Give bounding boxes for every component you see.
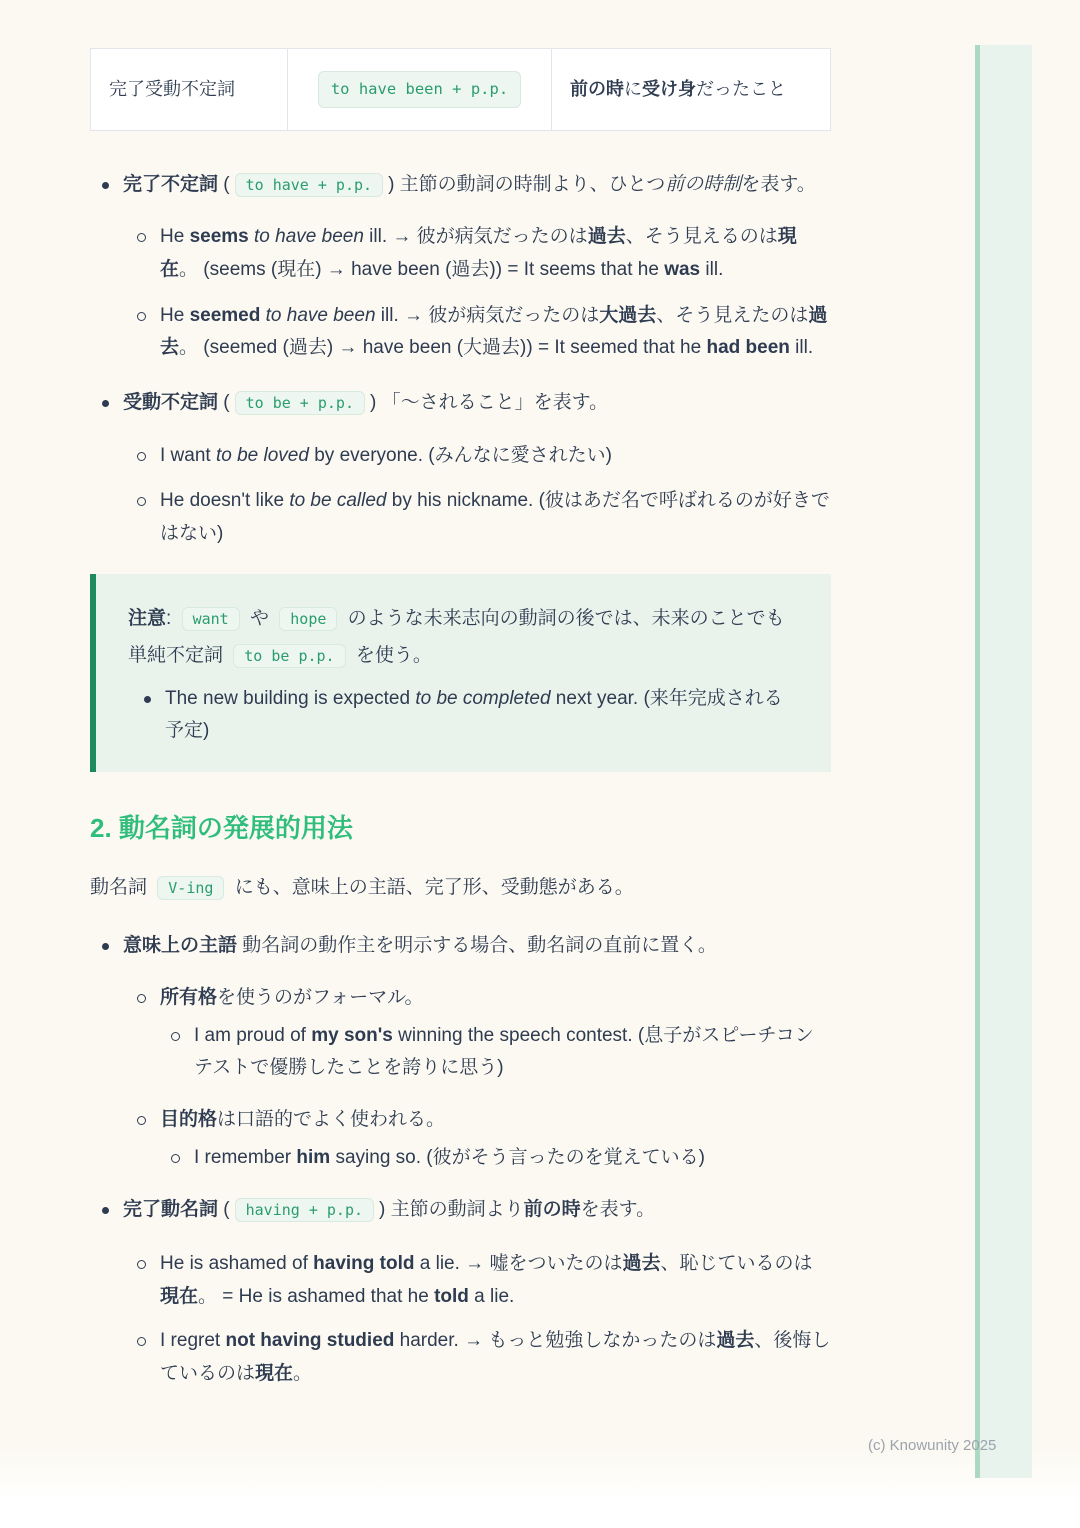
document-content <box>90 48 831 1391</box>
list-item-text: 完了不定詞 ( to have + p.p. ) 主節の動詞の時制より、ひとつ前の時制を表す。 <box>123 173 816 195</box>
example-seemed <box>90 300 831 365</box>
list-item-possessive <box>90 982 831 1015</box>
example-my-sons <box>90 1020 831 1085</box>
list-item-text: 完了動名詞 ( having + p.p. ) 主節の動詞より前の時を表す。 <box>123 1199 656 1221</box>
circle-marker <box>137 994 146 1003</box>
circle-marker <box>137 1260 146 1269</box>
list-item-perfect-gerund <box>90 1194 831 1227</box>
example-text: The new building is expected to be completed next year. (来年完成される予定) <box>165 687 783 742</box>
example-nickname <box>90 485 831 550</box>
example-text: I am proud of my son's winning the speech contest. (息子がスピーチコンテストで優勝したことを誇りに思う) <box>194 1024 814 1079</box>
example-text: I regret not having studied harder. → もっと勉強しなかったのは過去、後悔しているのは現在。 <box>160 1330 831 1385</box>
note-text: 注意: want や hope のような未来志向の動詞の後では、未来のことでも単純不定詞 to be p.p. を使う。 <box>128 607 785 666</box>
side-accent-bar <box>975 45 1032 1478</box>
list-item-text: 目的格は口語的でよく使われる。 <box>160 1109 446 1130</box>
copyright-watermark: (c) Knowunity 2025 <box>868 1437 997 1454</box>
example-text: He doesn't like to be called by his nickname. (彼はあだ名で呼ばれるのが好きではない) <box>160 490 830 545</box>
gerund-intro: 動名詞 V-ing にも、意味上の主語、完了形、受動態がある。 <box>90 876 634 898</box>
circle-marker <box>137 1337 146 1346</box>
example-text: I want to be loved by everyone. (みんなに愛されたい) <box>160 444 612 466</box>
section-2-heading: 2. 動名詞の発展的用法 <box>90 813 353 844</box>
table-cell-meaning: 前の時 に 受け身 だったこと <box>551 49 830 130</box>
list-item-semantic-subject <box>90 930 831 963</box>
list-item-objective <box>90 1104 831 1137</box>
example-remember-him <box>90 1142 831 1175</box>
bullet-marker <box>102 943 109 950</box>
list-item-perfect-infinitive <box>90 169 831 202</box>
example-ashamed <box>90 1248 831 1313</box>
reference-table-row <box>90 48 831 131</box>
example-want-loved <box>90 440 831 473</box>
bullet-marker <box>144 696 151 703</box>
list-item-text: 意味上の主語 動名詞の動作主を明示する場合、動名詞の直前に置く。 <box>123 935 717 957</box>
table-cell-term: 完了受動不定詞 <box>109 78 235 99</box>
bullet-marker <box>102 182 109 189</box>
list-item-text: 所有格を使うのがフォーマル。 <box>160 986 424 1008</box>
attention-note-box <box>90 574 831 772</box>
list-item-passive-infinitive <box>90 387 831 420</box>
bullet-marker <box>102 400 109 407</box>
list-item-text: 受動不定詞 ( to be + p.p. ) 「〜されること」を表す。 <box>123 392 609 414</box>
circle-marker <box>137 452 146 461</box>
table-cell-formula <box>287 49 551 130</box>
circle-marker <box>137 1116 146 1125</box>
circle-marker <box>137 233 146 242</box>
formula-chip: to have been + p.p. <box>318 71 521 108</box>
example-expected <box>128 683 801 748</box>
bullet-marker <box>102 1207 109 1214</box>
circle-marker <box>137 497 146 506</box>
example-seems <box>90 221 831 286</box>
example-text: I remember him saying so. (彼がそう言ったのを覚えている) <box>194 1146 705 1168</box>
example-text: He seems to have been ill. → 彼が病気だったのは過去、そう見えるのは現在。 (seems (現在) → have been (過去)) = It seems that he was ill. <box>160 226 797 280</box>
example-regret <box>90 1325 831 1390</box>
circle-marker <box>171 1032 180 1041</box>
circle-marker <box>171 1154 180 1163</box>
example-text: He is ashamed of having told a lie. → 嘘をついたのは過去、恥じているのは現在。 = He is ashamed that he told a lie. <box>160 1253 813 1307</box>
example-text: He seemed to have been ill. → 彼が病気だったのは大過去、そう見えたのは過去。 (seemed (過去) → have been (大過去)) = It seemed that he had been ill. <box>160 304 828 359</box>
circle-marker <box>137 312 146 321</box>
